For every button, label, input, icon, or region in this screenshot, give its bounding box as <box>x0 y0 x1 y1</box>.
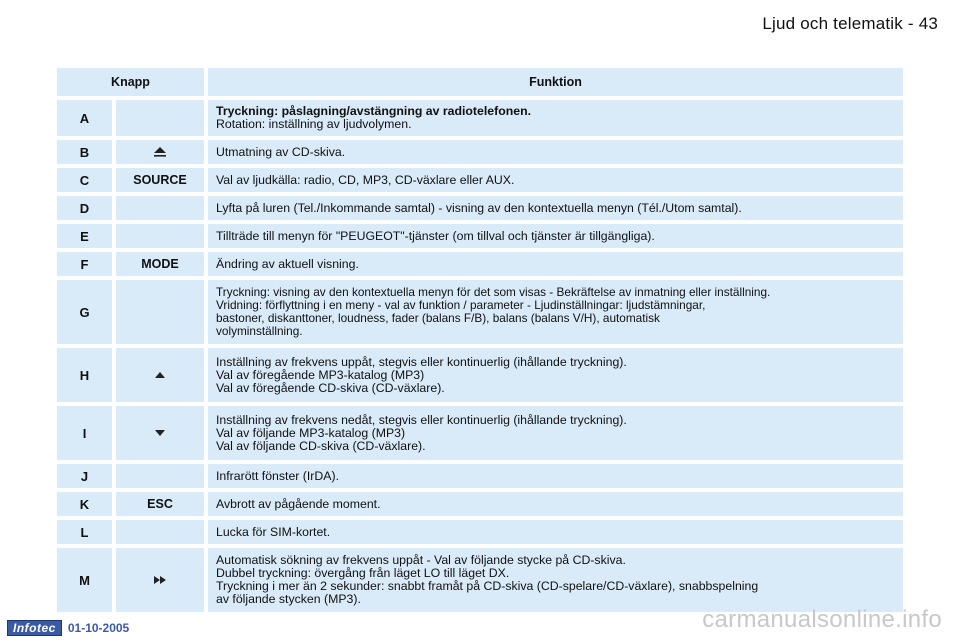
function-text: Inställning av frekvens uppåt, stegvis eller kontinuerlig (ihållande tryckning). Val av föregående MP3-katalog (MP3) Val av föregående CD-skiva (CD-växlare). <box>216 354 627 395</box>
up-arrow-icon <box>154 371 166 379</box>
row-letter: B <box>57 140 112 164</box>
row-key <box>116 464 204 488</box>
row-letter: E <box>57 224 112 248</box>
function-text: Automatisk sökning av frekvens uppåt - Val av följande stycke på CD-skiva. Dubbel tryckning: övergång från läget LO till läget DX. Tryckning i mer än 2 sekunder: snabbt framåt på CD-skiva (CD-spelare/CD-växlare), snabbspelning av följande stycken (MP3). <box>216 553 759 606</box>
row-key <box>116 348 204 402</box>
row-letter: J <box>57 464 112 488</box>
row-letter: D <box>57 196 112 220</box>
function-text: Infrarött fönster (IrDA). <box>216 468 339 483</box>
row-letter: A <box>57 100 112 136</box>
function-text: Tillträde till menyn för "PEUGEOT"-tjänster (om tillval och tjänster är tillgängliga). <box>216 228 655 243</box>
row-letter: I <box>57 406 112 460</box>
row-key <box>116 140 204 164</box>
row-function <box>208 280 903 344</box>
function-text: Tryckning: visning av den kontextuella menyn för det som visas - Bekräftelse av inmatning eller inställning. Vridning: förflyttning i en meny - val av funktion / parameter - Ljudinställningar: ljudstämningar, bastoner, diskanttoner, loudness, fader (balans F/B), balans (balans V/H), automatisk volyminställning. <box>216 285 771 338</box>
function-text: Inställning av frekvens nedåt, stegvis eller kontinuerlig (ihållande tryckning). Val av följande MP3-katalog (MP3) Val av följande CD-skiva (CD-växlare). <box>216 412 627 453</box>
watermark: carmanualsonline.info <box>702 606 942 633</box>
function-text: Utmatning av CD-skiva. <box>216 144 346 159</box>
row-function <box>208 140 903 164</box>
row-letter: M <box>57 548 112 612</box>
function-text: Rotation: inställning av ljudvolymen. <box>216 117 412 131</box>
row-function <box>208 196 903 220</box>
row-letter: K <box>57 492 112 516</box>
row-function <box>208 492 903 516</box>
row-key <box>116 196 204 220</box>
row-function <box>208 168 903 192</box>
row-letter: G <box>57 280 112 344</box>
row-key <box>116 280 204 344</box>
row-key <box>116 520 204 544</box>
row-function <box>208 548 903 612</box>
table-header-function: Funktion <box>208 68 903 96</box>
infotec-logo: Infotec <box>7 620 62 636</box>
row-key <box>116 548 204 612</box>
row-function <box>208 252 903 276</box>
function-text: Lucka för SIM-kortet. <box>216 524 331 539</box>
footer <box>7 620 129 636</box>
down-arrow-icon <box>154 429 166 437</box>
row-key: ESC <box>116 492 204 516</box>
row-key <box>116 406 204 460</box>
row-function <box>208 224 903 248</box>
row-letter: L <box>57 520 112 544</box>
function-bold-text: Tryckning: påslagning/avstängning av radiotelefonen. <box>216 104 531 118</box>
function-text: Ändring av aktuell visning. <box>216 256 359 271</box>
function-text: Val av ljudkälla: radio, CD, MP3, CD-växlare eller AUX. <box>216 172 515 187</box>
row-function <box>208 348 903 402</box>
row-key <box>116 224 204 248</box>
table-header-key: Knapp <box>57 68 204 96</box>
row-function <box>208 464 903 488</box>
fast-forward-icon <box>153 575 167 585</box>
page-title: Ljud och telematik - 43 <box>762 14 938 33</box>
row-function <box>208 520 903 544</box>
function-text: Lyfta på luren (Tel./Inkommande samtal) - visning av den kontextuella menyn (Tél./Utom samtal). <box>216 200 742 215</box>
row-key: SOURCE <box>116 168 204 192</box>
row-function <box>208 100 903 136</box>
footer-date: 01-10-2005 <box>67 621 130 635</box>
function-text: Avbrott av pågående moment. <box>216 496 381 511</box>
row-key: MODE <box>116 252 204 276</box>
row-key <box>116 100 204 136</box>
function-table <box>57 68 903 612</box>
row-letter: H <box>57 348 112 402</box>
row-letter: F <box>57 252 112 276</box>
eject-icon <box>152 146 168 158</box>
row-letter: C <box>57 168 112 192</box>
row-function <box>208 406 903 460</box>
